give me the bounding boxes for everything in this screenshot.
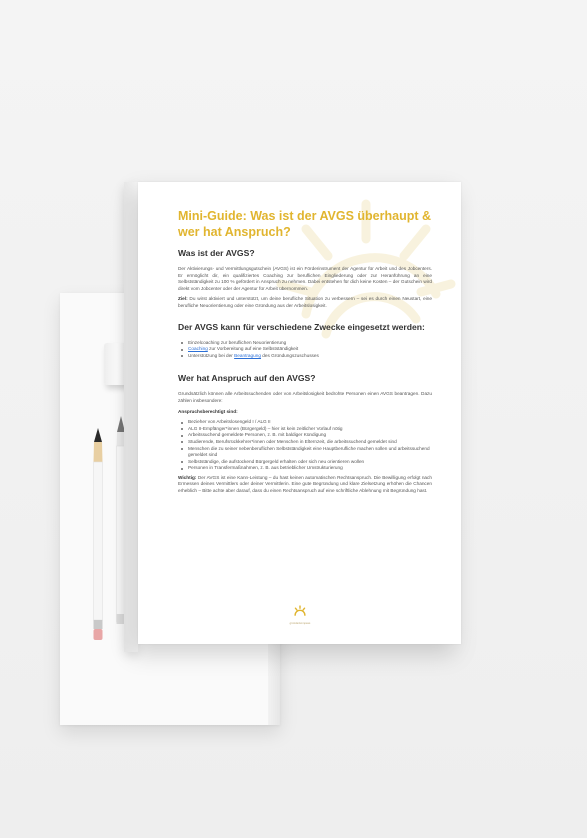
list-item-text: des Gründungszuschusses [260, 352, 319, 358]
goal-text: Du wirst aktiviert und unterstützt, um deine berufliche Situation zu verbessern – sei es durch einen Neustart, eine berufliche Neuorientierung oder eine Gründung aus der Arbeitslosigkeit. [178, 296, 432, 308]
paragraph-eligibility-intro: Grundsätzlich können alle Arbeitssuchenden oder von Arbeitslosigkeit bedrohte Personen einen AVGS beantragen. Dazu zählen insbesondere: [178, 391, 432, 403]
list-item: Personen in Transfermaßnahmen, z. B. aus betrieblicher Umstrukturierung [188, 465, 432, 472]
purpose-list [178, 340, 432, 360]
section-heading-purposes: Der AVGS kann für verschiedene Zwecke eingesetzt werden: [178, 321, 425, 332]
document-content [178, 208, 432, 499]
list-item: ALG II-Empfänger*innen (Bürgergeld) – hier ist kein zeitlicher Vorlauf nötig [188, 426, 432, 433]
note-label: Wichtig: [178, 474, 197, 480]
note-text: Der AVGS ist eine Kann-Leistung – du hast keinen automatischen Rechtsanspruch. Die Bewilligung erfolgt nach Ermessen deines Vermittlers oder deiner Vermittlerin. Eine gute Begründung und klare Zielsetzung erhöhen die Chancen erheblich – Bitte achte aber darauf, dass du einen Rechtsanspruch auf eine schriftliche Ablehnung mit Begründung hast. [178, 474, 432, 494]
list-item-text: Einzelcoaching zur beruflichen Neuorientierung [188, 339, 287, 345]
section-heading-eligibility: Wer hat Anspruch auf den AVGS? [178, 373, 316, 384]
footer-logo [280, 604, 320, 625]
pencil-icon [90, 428, 106, 642]
eligible-list [178, 419, 432, 472]
paragraph-important-note [178, 475, 432, 495]
list-item-text: zur Vorbereitung auf eine Selbstständigkeit [207, 346, 299, 352]
goal-label: Ziel: [178, 296, 188, 302]
coaching-link[interactable]: Coaching [188, 346, 208, 352]
paragraph-goal [178, 296, 432, 309]
list-item [188, 346, 432, 353]
list-item: Studierende, Berufsrückkehrer*innen oder Menschen in Elternzeit, die arbeitssuchend gemeldet sind [188, 439, 432, 446]
eligible-label: Anspruchsberechtigt sind: [178, 408, 238, 414]
document-page [138, 182, 461, 644]
paragraph-definition: Der Aktivierungs- und Vermittlungsgutschein (AVGS) ist ein Förderinstrument der Agentur für Arbeit und des Jobcenters. Er ermöglicht dir, ein qualifiziertes Coaching zur beruflichen Eingliederung oder zur Heranführung an eine Selbstständigkeit zu 100 % gefördert in Anspruch zu nehmen. Dabei entstehen für dich keine Kosten – der Gutschein wird direkt vom Jobcenter oder der Agentur für Arbeit übernommen. [178, 266, 432, 291]
list-item [188, 340, 432, 347]
list-item-text: Unterstützung bei der [188, 352, 235, 358]
beantragung-link[interactable]: Beantragung [234, 352, 261, 358]
list-item: Selbstständige, die aufstockend Bürgergeld erhalten oder sich neu orientieren wollen [188, 459, 432, 466]
document-edge [124, 182, 138, 652]
list-item: Menschen die zu seiner nebenberuflichen Selbstständigkeit eine Hauptberufliche machen sollen und arbeitssuchend gemeldet sind [188, 446, 432, 459]
list-item [188, 353, 432, 360]
document-title: Mini-Guide: Was ist der AVGS überhaupt & wer hat Anspruch? [178, 209, 432, 239]
section-heading-what: Was ist der AVGS? [178, 248, 255, 258]
footer-logo-text: gründerkompass [289, 622, 311, 625]
list-item: Arbeitssuchend gemeldete Personen, z. B. mit baldiger Kündigung [188, 432, 432, 439]
sun-logo-icon [293, 605, 307, 617]
list-item: Bezieher von Arbeitslosengeld I / ALG II [188, 419, 432, 426]
